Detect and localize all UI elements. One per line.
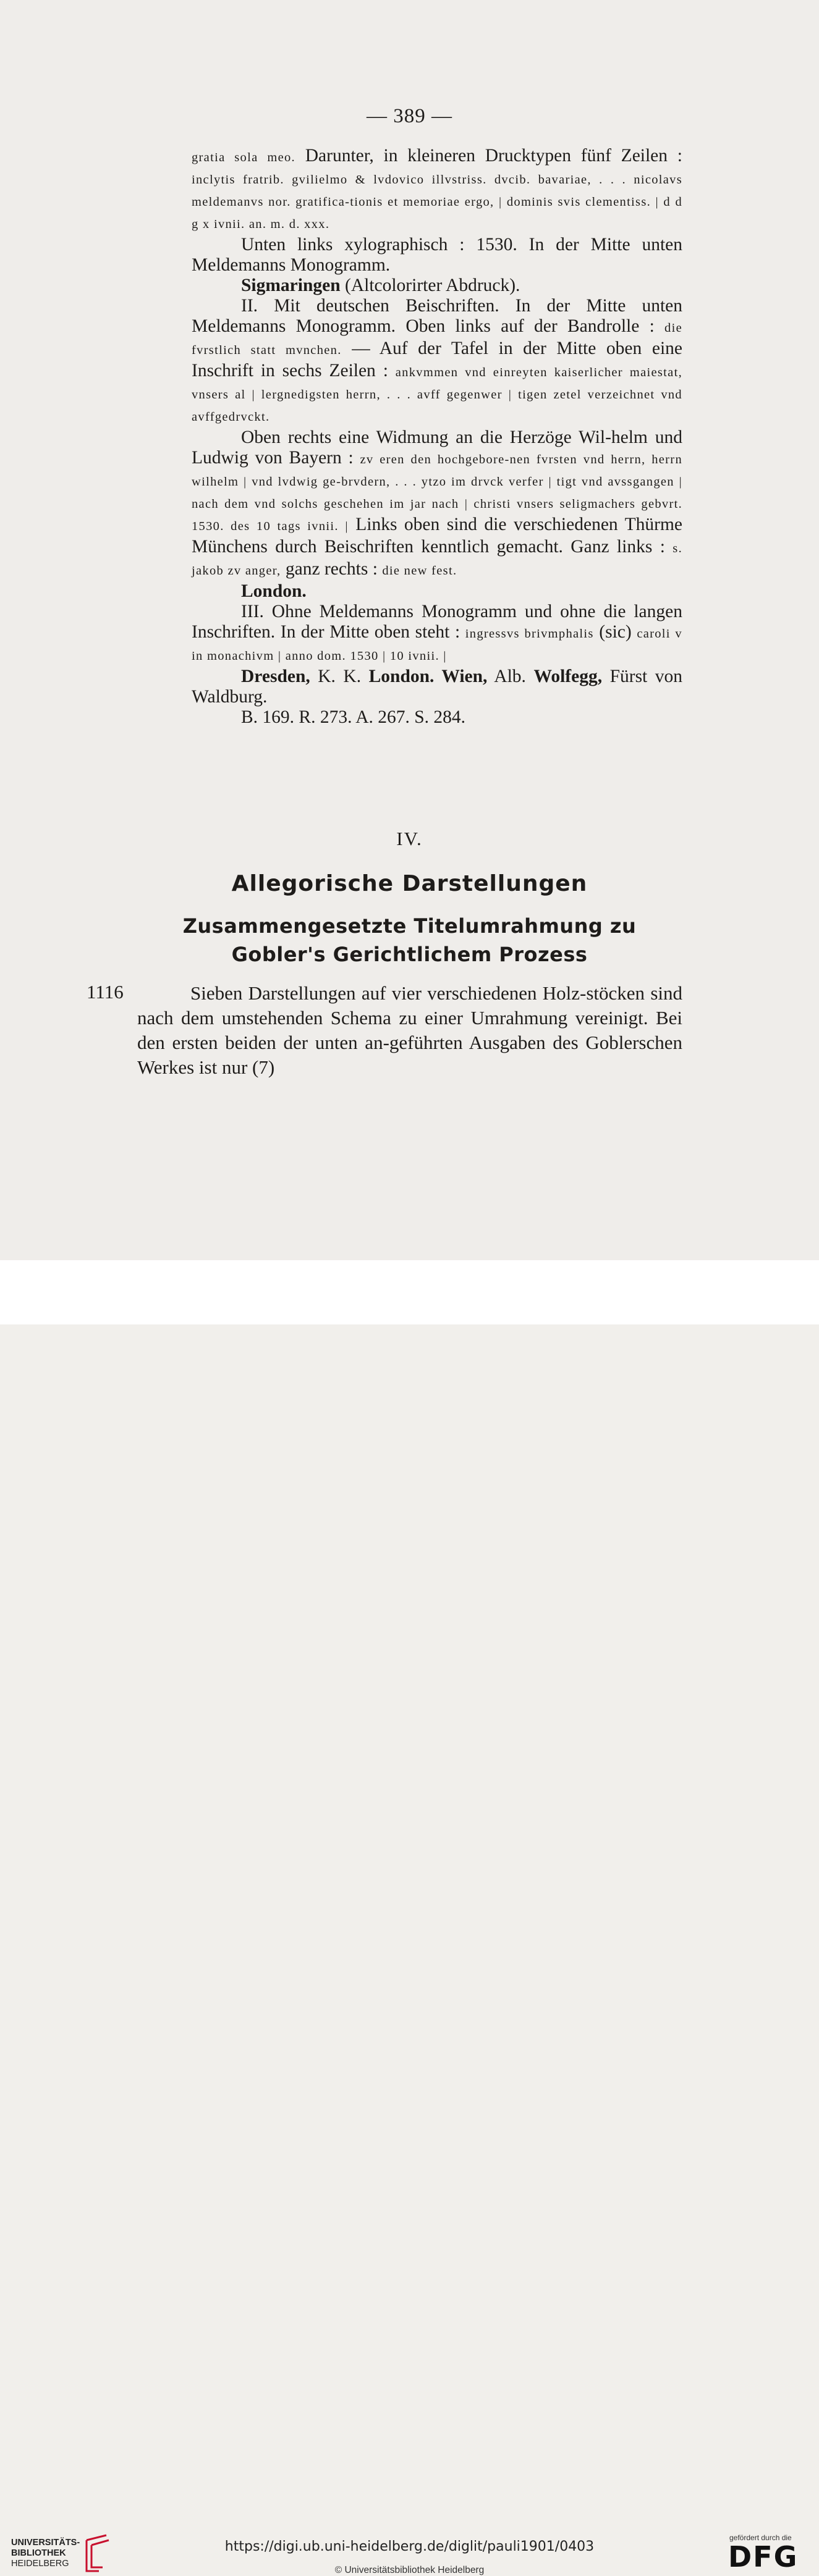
entry-text-body	[192, 146, 682, 728]
entry-description-text: Sieben Darstellungen auf vier verschiedenen Holz-stöcken sind nach dem umstehenden Schema zu einer Umrahmung vereinigt. Bei den ersten beiden der unten an-geführten Ausgaben des Goblerschen Werkes ist nur (7)	[137, 982, 682, 1078]
location-name: London. Wien,	[368, 667, 488, 686]
text-run: Unten links xylographisch : 1530. In der Mitte unten Meldemanns Monogramm.	[192, 235, 682, 275]
library-line1: UNIVERSITÄTS-	[11, 2538, 80, 2548]
location-name: Sigmaringen	[241, 276, 341, 295]
paragraph	[192, 296, 682, 427]
entry-description	[137, 981, 682, 1080]
inscription-text: ankvmmen vnd einreyten kaiserlicher maiestat, vnsers al | lergnedigsten herrn, . . . avff gegenwer | tigen zetel verzeichnet vnd avffgedrvckt.	[192, 366, 682, 424]
inscription-text: gratia sola meo.	[192, 151, 295, 164]
section-number: IV.	[396, 828, 423, 849]
library-line2: BIBLIOTHEK	[11, 2548, 66, 2558]
section-title: Allegorische Darstellungen	[231, 871, 588, 896]
copyright-notice: © Universitätsbibliothek Heidelberg	[334, 2565, 485, 2575]
paragraph	[192, 581, 682, 602]
subsection-title	[0, 912, 819, 969]
paragraph	[192, 235, 682, 276]
paragraph	[192, 146, 682, 235]
text-run: III. Ohne Meldemanns Monogramm und ohne die langen Inschriften. In der Mitte oben steht :	[192, 602, 682, 642]
dfg-logo: DFG	[728, 2540, 799, 2574]
paragraph	[192, 602, 682, 667]
text-run: II. Mit deutschen Beischriften. In der Mitte unten Meldemanns Monogramm. Oben links auf der Bandrolle :	[192, 296, 682, 336]
footer-bar	[0, 1260, 819, 2575]
paragraph	[192, 276, 682, 296]
library-line3: HEIDELBERG	[11, 2559, 69, 2569]
text-run: B. 169. R. 273. A. 267. S. 284.	[241, 707, 466, 727]
inscription-text: s. jakob zv anger,	[192, 542, 682, 578]
inscription-text: ingressvs brivmphalis	[465, 627, 594, 641]
text-run: Links oben sind die verschiedenen Thürme Münchens durch Beischriften kenntlich gemacht. Ganz links :	[192, 515, 682, 557]
text-run: (sic)	[593, 622, 637, 642]
subsection-title-line1: Zusammengesetzte Titelumrahmung zu	[182, 914, 637, 938]
location-name: London.	[241, 581, 307, 601]
inscription-text: caroli v in monachivm | anno dom. 1530 | 10 ivnii. |	[192, 627, 682, 663]
funded-by-label: gefördert durch die	[729, 2533, 792, 2542]
text-run: ganz rechts :	[281, 559, 383, 579]
text-run: (Altcolorirter Abdruck).	[340, 276, 520, 295]
text-run: Oben rechts eine Widmung an die Herzöge Wil-helm und Ludwig von Bayern :	[192, 427, 682, 468]
entry-number: 1116	[87, 981, 124, 1003]
location-name: Wolfegg,	[533, 667, 603, 686]
paragraph	[192, 427, 682, 581]
inscription-text: die fvrstlich statt mvnchen.	[192, 321, 682, 357]
text-run: Alb.	[487, 667, 534, 686]
paragraph	[192, 707, 682, 728]
inscription-text: die new fest.	[382, 564, 457, 578]
location-name: Dresden,	[241, 667, 310, 686]
text-run: Darunter, in kleineren Drucktypen fünf Zeilen :	[295, 146, 682, 166]
text-run: K. K.	[310, 667, 369, 686]
permalink-url[interactable]: https://digi.ub.uni-heidelberg.de/diglit/pauli1901/0403	[224, 2539, 595, 2554]
subsection-title-line2: Gobler's Gerichtlichem Prozess	[231, 943, 588, 966]
text-run: Fürst von Waldburg.	[192, 667, 683, 707]
inscription-text: inclytis fratrib. gvilielmo & lvdovico illvstriss. dvcib. bavariae, . . . nicolavs meldemanvs nor. gratifica-tionis et memoriae ergo, | dominis svis clementiss. | d d g x ivnii. an. m. d. xxx.	[192, 173, 682, 231]
scanned-page	[0, 0, 819, 1260]
inscription-text: zv eren den hochgebore-nen fvrsten vnd herrn, herrn wilhelm | vnd lvdwig ge-brvdern, . . . ytzo im drvck verfer | tigt vnd avssgangen | nach dem vnd solchs geschehen im jar nach | christi vnsers seligmachers gebvrt. 1530. des 10 tags ivnii. |	[192, 453, 682, 533]
page-number: — 389 —	[367, 105, 452, 127]
text-run: — Auf der Tafel in der Mitte oben eine Inschrift in sechs Zeilen :	[192, 339, 682, 381]
paragraph	[192, 667, 682, 707]
